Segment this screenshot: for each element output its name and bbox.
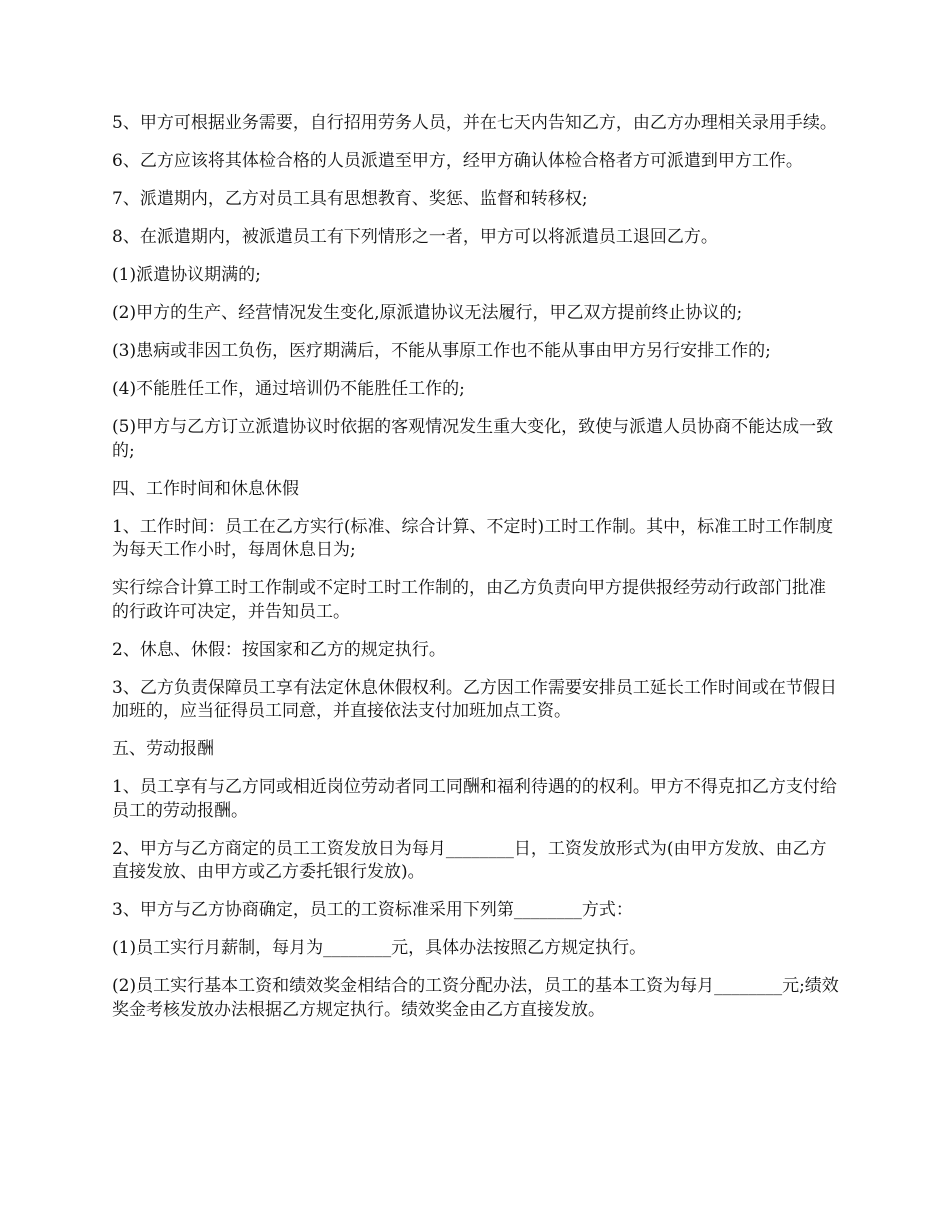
working-hours-clause-2: 2、休息、休假：按国家和乙方的规定执行。 — [112, 639, 446, 660]
condition-4: (4)不能胜任工作，通过培训仍不能胜任工作的; — [112, 379, 465, 399]
wage-option-1: (1)员工实行月薪制，每月为________元，具体办法按照乙方规定执行。 — [112, 938, 647, 958]
clause-8-return-conditions: 8、在派遣期内，被派遣员工有下列情形之一者，甲方可以将派遣员工退回乙方。 — [112, 227, 718, 247]
working-hours-clause-1-continued: 实行综合计算工时工作制或不定时工时工作制的，由乙方负责向甲方提供报经劳动行政部门批准的行政许可决定，并告知员工。 — [112, 578, 826, 622]
condition-3: (3)患病或非因工负伤，医疗期满后，不能从事原工作也不能从事由甲方另行安排工作的; — [112, 341, 771, 361]
section-heading-working-hours: 四、工作时间和休息休假 — [112, 478, 299, 499]
working-hours-clause-3: 3、乙方负责保障员工享有法定休息休假权利。乙方因工作需要安排员工延长工作时间或在节假日加班的，应当征得员工同意，并直接依法支付加班加点工资。 — [112, 677, 837, 721]
document-body — [112, 112, 842, 1037]
wage-option-2: (2)员工实行基本工资和绩效奖金相结合的工资分配办法，员工的基本工资为每月________元;绩效奖金考核发放办法根据乙方规定执行。绩效奖金由乙方直接发放。 — [112, 976, 839, 1020]
clause-5-recruitment: 5、甲方可根据业务需要，自行招用劳务人员，并在七天内告知乙方，由乙方办理相关录用手续。 — [112, 113, 837, 133]
clause-7-dispatch-rights: 7、派遣期内，乙方对员工具有思想教育、奖惩、监督和转移权; — [112, 189, 588, 209]
condition-2: (2)甲方的生产、经营情况发生变化,原派遣协议无法履行，甲乙双方提前终止协议的; — [112, 303, 743, 323]
remuneration-clause-1: 1、员工享有与乙方同或相近岗位劳动者同工同酬和福利待遇的的权利。甲方不得克扣乙方支付给员工的劳动报酬。 — [112, 777, 837, 821]
clause-6-health-check: 6、乙方应该将其体检合格的人员派遣至甲方，经甲方确认体检合格者方可派遣到甲方工作。 — [112, 151, 803, 171]
remuneration-clause-2: 2、甲方与乙方商定的员工工资发放日为每月________日，工资发放形式为(由甲方发放、由乙方直接发放、由甲方或乙方委托银行发放)。 — [112, 838, 827, 882]
condition-5: (5)甲方与乙方订立派遣协议时依据的客观情况发生重大变化，致使与派遣人员协商不能达成一致的; — [112, 417, 834, 461]
remuneration-clause-3: 3、甲方与乙方协商确定，员工的工资标准采用下列第________方式： — [112, 900, 633, 920]
working-hours-clause-1: 1、工作时间：员工在乙方实行(标准、综合计算、不定时)工时工作制。其中，标准工时工作制度为每天工作小时，每周休息日为; — [112, 516, 834, 560]
section-heading-remuneration: 五、劳动报酬 — [112, 739, 214, 759]
condition-1: (1)派遣协议期满的; — [112, 265, 261, 285]
